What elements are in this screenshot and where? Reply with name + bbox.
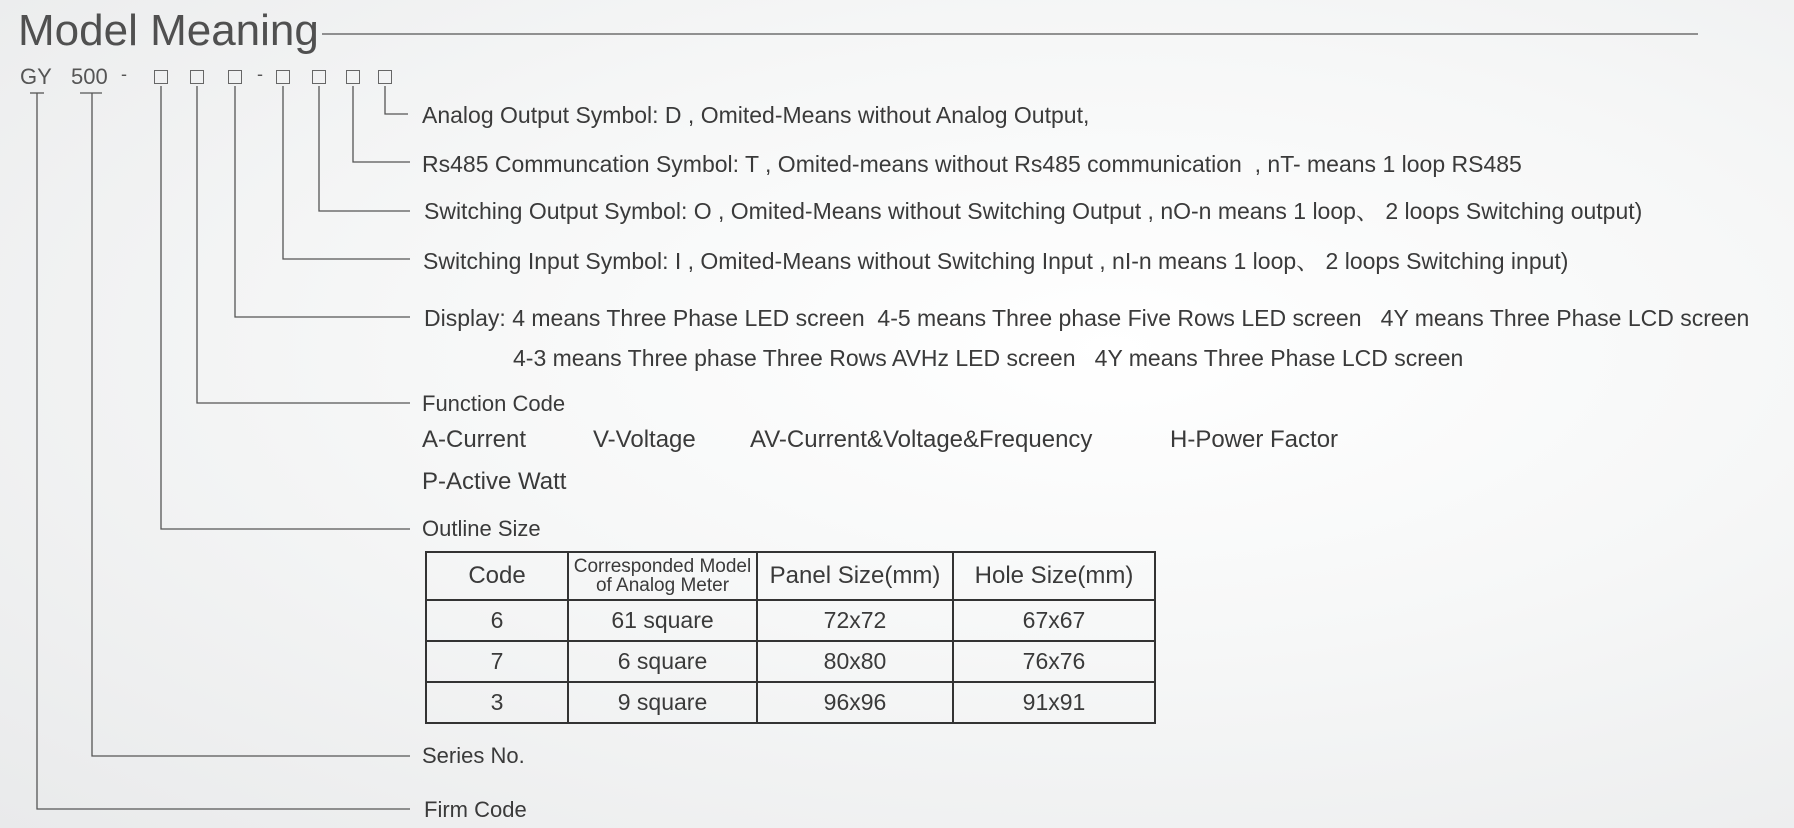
cell-model: 61 square: [568, 600, 757, 641]
cell-hole-size: 91x91: [953, 682, 1155, 723]
cell-hole-size: 67x67: [953, 600, 1155, 641]
header-corresponded-model: [568, 552, 757, 600]
firm-code-value: GY: [20, 64, 52, 89]
function-item: H-Power Factor: [1170, 426, 1339, 453]
cell-model: 9 square: [568, 682, 757, 723]
cell-panel-size: 80x80: [757, 641, 953, 682]
connector-switching-input: [283, 86, 410, 259]
header-corresponded-model-line1: Corresponded Model: [573, 556, 752, 577]
rs485-desc: Rs485 Communcation Symbol: T , Omited-means without Rs485 communication , nT- means 1 loop RS485: [422, 151, 1522, 177]
table-row: [426, 641, 1155, 682]
connector-analog-output: [385, 86, 408, 114]
cell-hole-size: 76x76: [953, 641, 1155, 682]
page-title: Model Meaning: [18, 6, 319, 55]
connector-firm-code: [37, 93, 410, 809]
cell-panel-size: 96x96: [757, 682, 953, 723]
function-item: V-Voltage: [593, 426, 696, 453]
table-row: [426, 600, 1155, 641]
series-value: 500: [71, 64, 108, 89]
placeholder-box: [190, 70, 204, 84]
function-item: A-Current: [422, 426, 527, 453]
function-item: P-Active Watt: [422, 468, 567, 495]
outline-size-label: Outline Size: [422, 516, 541, 541]
connector-function-code: [197, 86, 410, 403]
switching-input-desc: Switching Input Symbol: I , Omited-Means without Switching Input , nI-n means 1 loop、 2 loops Switching input): [423, 248, 1569, 274]
connector-rs485: [353, 86, 410, 162]
display-desc-line1: Display: 4 means Three Phase LED screen 4-5 means Three phase Five Rows LED screen 4Y means Three Phase LCD screen: [424, 305, 1750, 331]
separator: -: [121, 64, 127, 84]
outline-size-table: [425, 551, 1156, 724]
cell-code: 6: [426, 600, 568, 641]
switching-output-desc: Switching Output Symbol: O , Omited-Means without Switching Output , nO-n means 1 loop、 2 loops Switching output): [424, 198, 1643, 224]
placeholder-box: [276, 70, 290, 84]
placeholder-box: [378, 70, 392, 84]
function-code-label: Function Code: [422, 391, 566, 416]
cell-model: 6 square: [568, 641, 757, 682]
table-row: [426, 682, 1155, 723]
placeholder-box: [228, 70, 242, 84]
connector-display: [235, 86, 410, 317]
header-hole-size: Hole Size(mm): [953, 552, 1155, 600]
cell-panel-size: 72x72: [757, 600, 953, 641]
table-header-row: [426, 552, 1155, 600]
series-no-label: Series No.: [422, 743, 525, 768]
separator: -: [257, 64, 263, 84]
placeholder-box: [312, 70, 326, 84]
header-corresponded-model-line2: of Analog Meter: [595, 575, 730, 596]
connector-outline-size: [161, 86, 410, 529]
header-code: Code: [426, 552, 568, 600]
display-desc-line2: 4-3 means Three phase Three Rows AVHz LED screen 4Y means Three Phase LCD screen: [513, 345, 1464, 371]
header-panel-size: Panel Size(mm): [757, 552, 953, 600]
connector-switching-output: [319, 86, 410, 211]
cell-code: 3: [426, 682, 568, 723]
cell-code: 7: [426, 641, 568, 682]
analog-output-desc: Analog Output Symbol: D , Omited-Means without Analog Output,: [422, 102, 1090, 128]
placeholder-box: [154, 70, 168, 84]
firm-code-label: Firm Code: [424, 797, 527, 822]
placeholder-box: [346, 70, 360, 84]
connector-series-no: [92, 93, 410, 756]
function-item: AV-Current&Voltage&Frequency: [750, 426, 1093, 453]
